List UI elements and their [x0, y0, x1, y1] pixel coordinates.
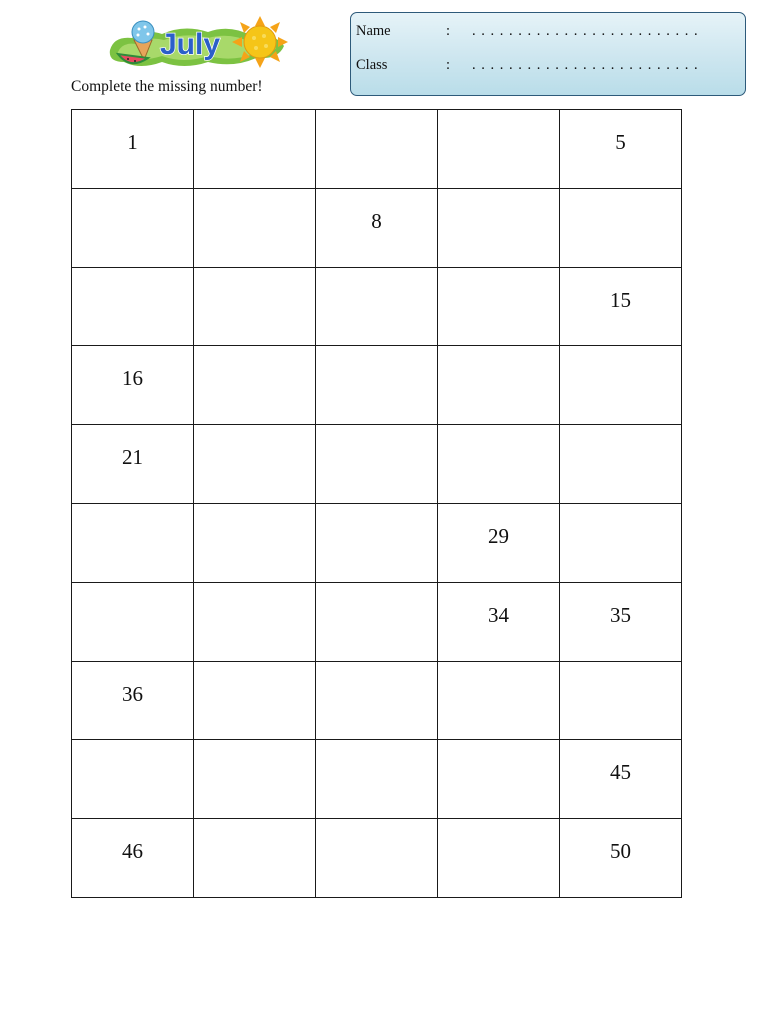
grid-row — [72, 267, 682, 346]
grid-cell — [72, 346, 194, 425]
cell-number: 29 — [488, 523, 509, 548]
grid-cell-blank[interactable] — [316, 740, 438, 819]
cell-number: 21 — [122, 445, 143, 470]
grid-cell — [438, 503, 560, 582]
grid-cell-blank[interactable] — [316, 346, 438, 425]
grid-row — [72, 819, 682, 898]
grid-cell-blank[interactable] — [560, 346, 682, 425]
grid-cell-blank[interactable] — [194, 819, 316, 898]
grid-cell-blank[interactable] — [72, 503, 194, 582]
cell-answer[interactable] — [316, 425, 437, 445]
cell-number: 46 — [122, 839, 143, 864]
grid-row — [72, 346, 682, 425]
cell-answer[interactable] — [316, 819, 437, 839]
cell-number: 16 — [122, 366, 143, 391]
cell-answer[interactable] — [316, 268, 437, 288]
cell-answer[interactable] — [560, 189, 681, 209]
grid-cell-blank[interactable] — [316, 503, 438, 582]
grid-cell-blank[interactable] — [194, 425, 316, 504]
cell-answer[interactable] — [194, 583, 315, 603]
grid-cell — [316, 188, 438, 267]
cell-answer[interactable] — [438, 819, 559, 839]
cell-answer[interactable] — [72, 268, 193, 288]
cell-answer[interactable] — [194, 110, 315, 130]
grid-row — [72, 661, 682, 740]
cell-answer[interactable] — [194, 425, 315, 445]
class-separator: : — [446, 57, 451, 73]
number-grid — [71, 109, 682, 898]
grid-cell — [560, 740, 682, 819]
cell-answer[interactable] — [72, 740, 193, 760]
cell-answer[interactable] — [560, 346, 681, 366]
cell-answer[interactable] — [194, 346, 315, 366]
name-separator: : — [446, 23, 451, 39]
cell-answer[interactable] — [438, 110, 559, 130]
cell-answer[interactable] — [316, 346, 437, 366]
grid-cell-blank[interactable] — [560, 425, 682, 504]
cell-answer[interactable] — [72, 189, 193, 209]
cell-number: 34 — [488, 602, 509, 627]
grid-cell-blank[interactable] — [194, 503, 316, 582]
grid-cell-blank[interactable] — [560, 661, 682, 740]
grid-cell-blank[interactable] — [438, 661, 560, 740]
grid-cell-blank[interactable] — [194, 740, 316, 819]
cell-answer[interactable] — [560, 425, 681, 445]
cell-number: 50 — [610, 839, 631, 864]
grid-row — [72, 503, 682, 582]
grid-cell-blank[interactable] — [560, 188, 682, 267]
cell-answer[interactable] — [560, 504, 681, 524]
grid-cell-blank[interactable] — [316, 582, 438, 661]
grid-cell-blank[interactable] — [72, 267, 194, 346]
cell-answer[interactable] — [194, 819, 315, 839]
cell-number: 36 — [122, 681, 143, 706]
grid-cell-blank[interactable] — [194, 267, 316, 346]
student-info-box — [350, 12, 746, 96]
cell-answer[interactable] — [316, 583, 437, 603]
cell-answer[interactable] — [316, 740, 437, 760]
grid-cell-blank[interactable] — [194, 110, 316, 189]
grid-cell-blank[interactable] — [438, 267, 560, 346]
grid-cell-blank[interactable] — [194, 661, 316, 740]
grid-cell-blank[interactable] — [316, 819, 438, 898]
cell-number: 1 — [127, 130, 138, 154]
cell-answer[interactable] — [438, 268, 559, 288]
cell-answer[interactable] — [194, 268, 315, 288]
name-blank[interactable]: . . . . . . . . . . . . . . . . . . . . . . . . . — [472, 23, 699, 39]
grid-cell-blank[interactable] — [438, 110, 560, 189]
cell-answer[interactable] — [438, 662, 559, 682]
grid-cell-blank[interactable] — [194, 582, 316, 661]
grid-cell-blank[interactable] — [316, 425, 438, 504]
grid-cell — [560, 110, 682, 189]
cell-answer[interactable] — [194, 189, 315, 209]
grid-cell — [560, 582, 682, 661]
grid-row — [72, 110, 682, 189]
grid-cell-blank[interactable] — [194, 346, 316, 425]
cell-answer[interactable] — [438, 425, 559, 445]
cell-answer[interactable] — [316, 662, 437, 682]
cell-answer[interactable] — [194, 662, 315, 682]
cell-answer[interactable] — [438, 346, 559, 366]
cell-answer[interactable] — [72, 504, 193, 524]
grid-cell-blank[interactable] — [72, 188, 194, 267]
cell-answer[interactable] — [194, 504, 315, 524]
cell-number: 15 — [610, 287, 631, 312]
cell-answer[interactable] — [438, 189, 559, 209]
grid-cell — [560, 819, 682, 898]
class-label: Class — [356, 57, 388, 73]
grid-cell-blank[interactable] — [72, 582, 194, 661]
grid-cell — [438, 582, 560, 661]
grid-row — [72, 188, 682, 267]
cell-answer[interactable] — [72, 583, 193, 603]
cell-number: 5 — [615, 130, 626, 154]
cell-answer[interactable] — [316, 110, 437, 130]
grid-row — [72, 740, 682, 819]
cell-answer[interactable] — [560, 662, 681, 682]
grid-cell — [72, 661, 194, 740]
cell-number: 8 — [371, 208, 382, 233]
grid-row — [72, 425, 682, 504]
class-blank[interactable]: . . . . . . . . . . . . . . . . . . . . . . . . . — [472, 57, 699, 73]
grid-cell-blank[interactable] — [438, 188, 560, 267]
grid-cell-blank[interactable] — [194, 188, 316, 267]
grid-cell-blank[interactable] — [438, 425, 560, 504]
grid-cell — [72, 110, 194, 189]
cell-answer[interactable] — [316, 504, 437, 524]
grid-cell-blank[interactable] — [560, 503, 682, 582]
cell-number: 45 — [610, 760, 631, 785]
grid-cell-blank[interactable] — [438, 740, 560, 819]
grid-cell-blank[interactable] — [316, 110, 438, 189]
cell-answer[interactable] — [194, 740, 315, 760]
july-logo — [104, 10, 288, 72]
grid-cell-blank[interactable] — [316, 661, 438, 740]
logo-text: July — [160, 28, 221, 61]
cell-answer[interactable] — [438, 740, 559, 760]
cell-number: 35 — [610, 602, 631, 627]
grid-cell-blank[interactable] — [72, 740, 194, 819]
grid-row — [72, 582, 682, 661]
name-label: Name — [356, 23, 391, 39]
instruction-text: Complete the missing number! — [71, 78, 263, 95]
grid-cell — [560, 267, 682, 346]
grid-cell — [72, 819, 194, 898]
grid-cell — [72, 425, 194, 504]
grid-cell-blank[interactable] — [438, 819, 560, 898]
grid-cell-blank[interactable] — [316, 267, 438, 346]
grid-cell-blank[interactable] — [438, 346, 560, 425]
